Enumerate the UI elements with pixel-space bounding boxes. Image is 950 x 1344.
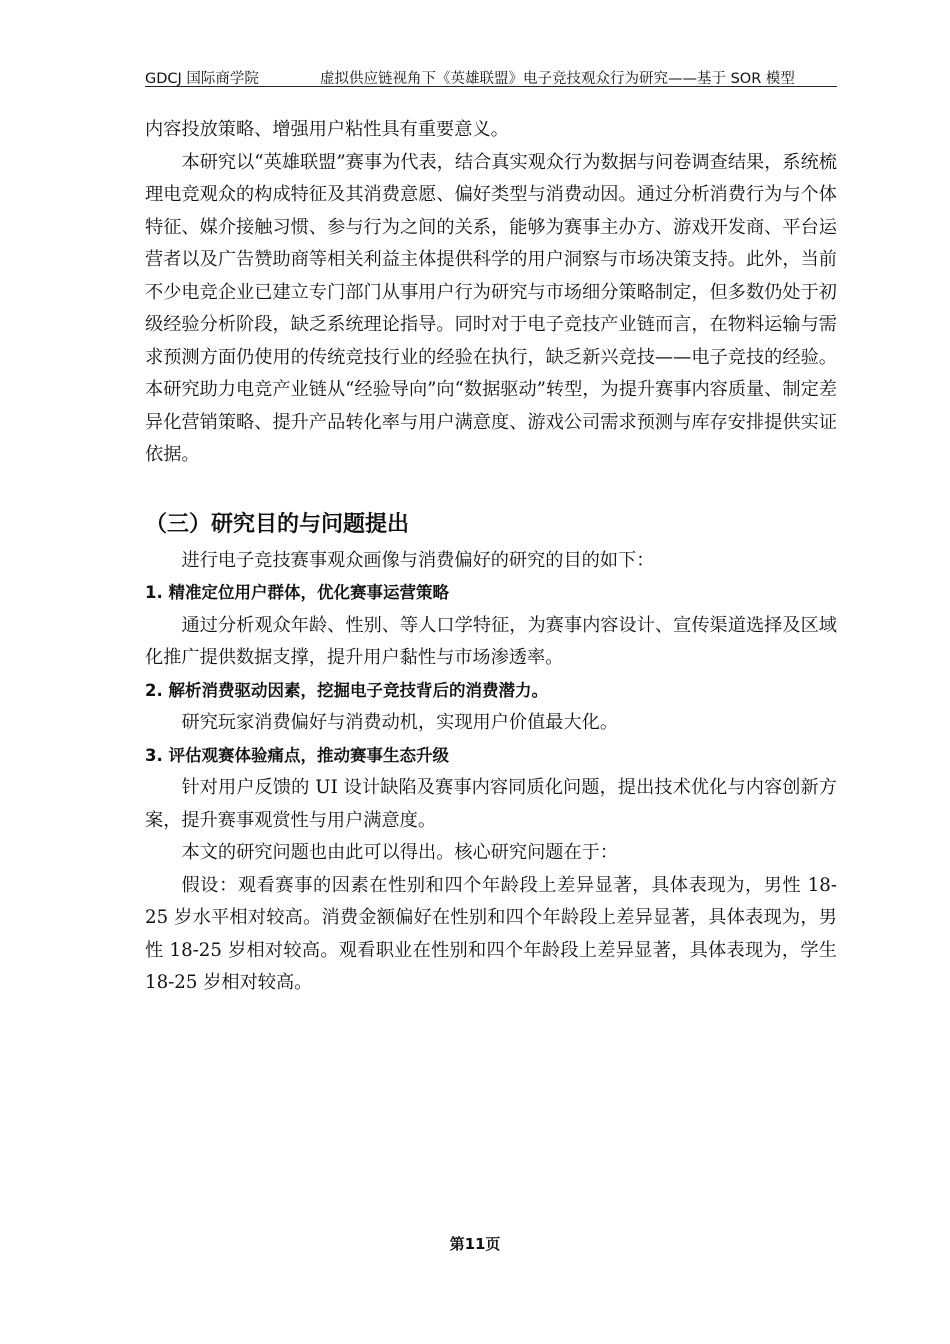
paragraph-intro: 进行电子竞技赛事观众画像与消费偏好的研究的目的如下： — [181, 549, 655, 571]
item-1-text: 通过分析观众年龄、性别、等人口学特征，为赛事内容设计、宣传渠道选择及区域化推广提供数据支撑，提升用户黏性与市场渗透率。 — [145, 614, 837, 668]
paragraph-research-question: 本文的研究问题也由此可以得出。核心研究问题在于： — [181, 842, 619, 863]
item-3-heading: 3. 评估观赛体验痛点，推动赛事生态升级 — [145, 745, 449, 765]
item-2-heading: 2. 解析消费驱动因素，挖掘电子竞技背后的消费潜力。 — [145, 680, 548, 700]
item-1-heading: 1. 精准定位用户群体，优化赛事运营策略 — [145, 583, 449, 602]
header-institution: GDCJ 国际商学院 — [145, 71, 259, 87]
item-3-text: 针对用户反馈的 UI 设计缺陷及赛事内容同质化问题，提出技术优化与内容创新方案，提升赛事观赏性与用户满意度。 — [145, 777, 837, 831]
header-thesis-title: 虚拟供应链视角下《英雄联盟》电子竞技观众行为研究——基于 SOR 模型 — [320, 71, 795, 87]
page-body — [145, 114, 837, 1000]
section-heading: （三）研究目的与问题提出 — [145, 511, 410, 537]
paragraph-research-significance: 本研究以“英雄联盟”赛事为代表，结合真实观众行为数据与问卷调查结果，系统梳理电竞观众的构成特征及其消费意愿、偏好类型与消费动因。通过分析消费行为与个体特征、媒介接触习惯、参与行为之间的关系，能够为赛事主办方、游戏开发商、平台运营者以及广告赞助商等相关利益主体提供科学的用户洞察与市场决策支持。此外，当前不少电竞企业已建立专门部门从事用户行为研究与市场细分策略制定，但多数仍处于初级经验分析阶段，缺乏系统理论指导。同时对于电子竞技产业链而言，在物料运输与需求预测方面仍使用的传统竞技行业的经验在执行，缺乏新兴竞技——电子竞技的经验。本研究助力电竞产业链从“经验导向”向“数据驱动”转型，为提升赛事内容质量、制定差异化营销策略、提升产品转化率与用户满意度、游戏公司需求预测与库存安排提供实证依据。 — [145, 151, 837, 465]
page-header — [145, 64, 837, 87]
paragraph-continuation: 内容投放策略、增强用户粘性具有重要意义。 — [145, 119, 509, 140]
paragraph-hypothesis: 假设：观看赛事的因素在性别和四个年龄段上差异显著，具体表现为，男性 18-25 岁水平相对较高。消费金额偏好在性别和四个年龄段上差异显著，具体表现为，男性 18-25 岁相对较高。观看职业在性别和四个年龄段上差异显著，具体表现为，学生 18-25 岁相对较高。 — [145, 874, 837, 993]
item-2-text: 研究玩家消费偏好与消费动机，实现用户价值最大化。 — [181, 712, 619, 733]
page-number: 第11页 — [449, 1235, 501, 1253]
